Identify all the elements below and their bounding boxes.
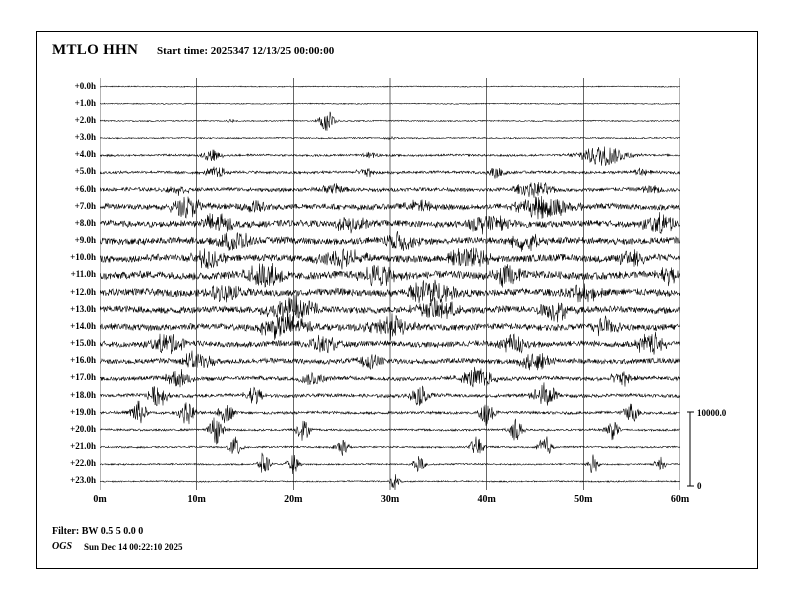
minute-tick-label: 40m [477,494,496,505]
scale-min-label: 0 [697,481,702,491]
render-date-label: Sun Dec 14 00:22:10 2025 [84,542,183,552]
hour-tick-label: +6.0h [74,183,96,194]
minute-tick-label: 30m [380,494,400,505]
hour-tick-label: +23.0h [70,475,96,486]
page-title: MTLO HHN [52,42,139,58]
hour-tick-label: +1.0h [74,97,96,108]
scale-max-label: 10000.0 [697,408,727,418]
hour-tick-label: +17.0h [70,372,96,383]
minute-tick-label: 20m [284,494,303,505]
trace-canvas [100,78,680,490]
minute-axis [93,494,690,510]
hour-tick-label: +22.0h [70,458,96,469]
hour-tick-label: +14.0h [70,320,96,331]
minute-tick-label: 60m [670,494,690,505]
hour-tick-label: +8.0h [74,217,96,228]
hour-tick-label: +13.0h [70,303,96,314]
scale-bar-glyph [686,408,756,490]
hour-tick-label: +16.0h [70,355,96,366]
hour-tick-label: +2.0h [74,114,96,125]
amplitude-scale [686,408,756,490]
hour-tick-label: +18.0h [70,389,96,400]
hour-tick-label: +7.0h [74,200,96,211]
hour-tick-label: +4.0h [74,149,96,160]
hour-tick-label: +3.0h [74,132,96,143]
minute-tick-label: 0m [93,494,107,505]
hour-tick-label: +15.0h [70,338,96,349]
hour-tick-label: +11.0h [70,269,96,280]
helicorder-traces [100,78,680,490]
hour-tick-label: +0.0h [74,80,96,91]
filter-label: Filter: BW 0.5 5 0.0 0 [52,526,144,537]
start-time-label: Start time: 2025347 12/13/25 00:00:00 [157,45,335,57]
hour-tick-label: +21.0h [70,441,96,452]
hour-tick-label: +9.0h [74,235,96,246]
organization-label: OGS [52,541,73,552]
hour-tick-label: +19.0h [70,406,96,417]
hour-tick-label: +5.0h [74,166,96,177]
minute-tick-label: 50m [574,494,593,505]
minute-tick-label: 10m [187,494,206,505]
hour-axis [48,70,96,495]
hour-tick-label: +20.0h [70,423,96,434]
hour-tick-label: +10.0h [70,252,96,263]
hour-tick-label: +12.0h [70,286,96,297]
